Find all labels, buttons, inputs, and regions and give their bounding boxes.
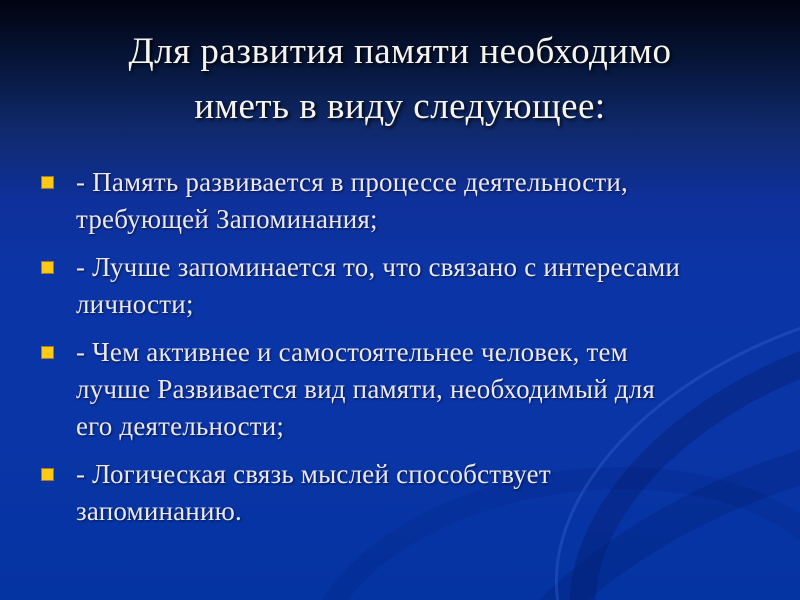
bullet-text-line: - Чем активнее и самостоятельнее человек, тем	[76, 337, 628, 367]
bullet-text-line: лучше Развивается вид памяти, необходимый для	[76, 374, 656, 404]
bullet-text-line: запоминанию.	[76, 496, 242, 526]
slide-title-line-2: иметь в виду следующее:	[194, 86, 606, 127]
bullet-square-icon	[41, 261, 54, 274]
bullet-square-icon	[41, 176, 54, 189]
bullet-list	[40, 164, 750, 541]
bullet-square-icon	[41, 468, 54, 481]
bullet-text-line: его деятельности;	[76, 411, 285, 441]
bullet-text-line: требующей Запоминания;	[76, 204, 378, 234]
bullet-item-2	[40, 249, 750, 323]
bullet-text-line: - Лучше запоминается то, что связано с интересами	[76, 252, 681, 282]
bullet-item-4	[40, 456, 750, 530]
slide-title	[40, 24, 760, 134]
bullet-text-line: - Логическая связь мыслей способствует	[76, 459, 551, 489]
bullet-item-3	[40, 334, 750, 445]
bullet-square-icon	[41, 346, 54, 359]
bullet-text-line: личности;	[76, 289, 194, 319]
slide-title-line-1: Для развития памяти необходимо	[128, 31, 672, 72]
bullet-text-line: - Память развивается в процессе деятельности,	[76, 167, 628, 197]
bullet-item-1	[40, 164, 750, 238]
